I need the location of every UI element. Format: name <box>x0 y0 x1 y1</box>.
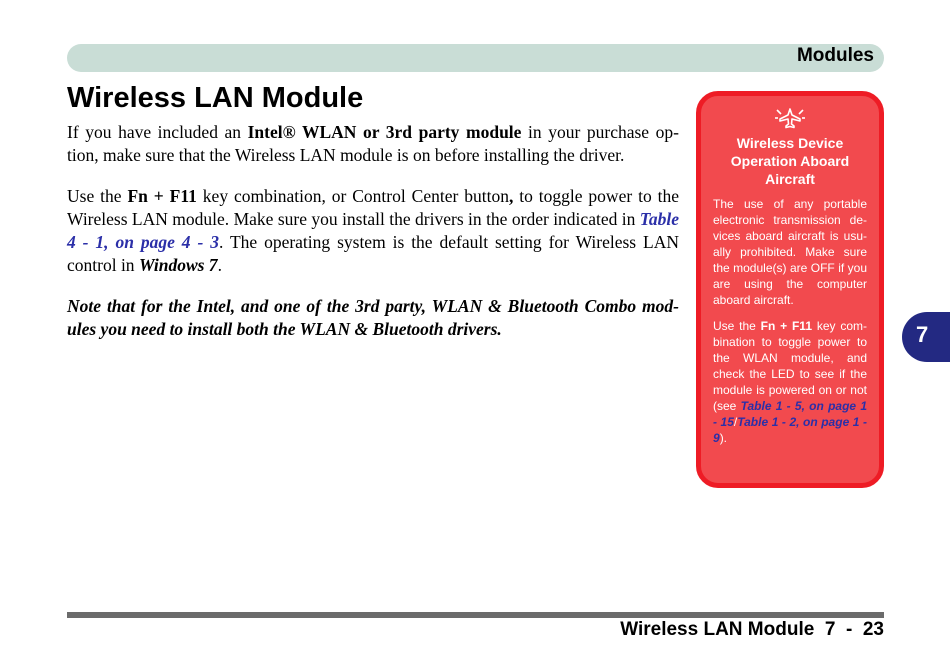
chapter-tab[interactable] <box>902 312 950 362</box>
text-run: . <box>217 255 222 275</box>
text-run: . The operating system is the default setting for Wireless LAN control in <box>67 232 679 275</box>
text-run: key combination, or Control Center button <box>196 186 509 206</box>
text-run: to toggle power to the Wireless LAN module. Make sure you install the drivers in the order indicated in <box>67 186 679 229</box>
text-run: Use the <box>67 186 128 206</box>
page-title: Wireless LAN Module <box>67 82 364 114</box>
table-reference-link[interactable]: Table 4 - 1, on page 4 - 3 <box>67 209 679 252</box>
footer-divider <box>67 612 884 618</box>
footer-page-label: Wireless LAN Module 7 - 23 <box>620 619 884 640</box>
sidebox-paragraph-2 <box>713 318 867 446</box>
body-text <box>67 121 679 359</box>
chapter-number: 7 <box>916 322 929 347</box>
text-run: If you have included an <box>67 122 248 142</box>
text-run: in your purchase op-tion, make sure that the Wireless LAN module is on before installing the driver. <box>67 122 679 165</box>
usage-paragraph <box>67 185 679 277</box>
text-run: Use the <box>713 319 761 333</box>
note-paragraph: Note that for the Intel, and one of the 3rd party, WLAN & Bluetooth Combo mod-ules you need to install both the WLAN & Bluetooth drivers. <box>67 296 679 339</box>
header-bar <box>67 44 884 72</box>
text-run: ). <box>719 431 728 445</box>
bold-run: Intel® WLAN or 3rd party module <box>247 122 522 142</box>
airplane-warning-icon <box>773 106 807 130</box>
text-run: key com-bination to toggle power to the WLAN module, and check the LED to see if the module is powered on or not (see <box>713 319 867 413</box>
bold-run: Fn + F11 <box>127 186 197 206</box>
sidebox-title: Wireless Device Operation Aboard Aircraft <box>730 135 850 187</box>
text-run: / <box>733 415 738 429</box>
bold-run: Fn + F11 <box>760 319 812 333</box>
section-label: Modules <box>796 45 874 66</box>
table-1-5-link[interactable]: Table 1 - 5, on page 1 - 15 <box>713 399 867 429</box>
intro-paragraph <box>67 121 679 167</box>
sidebox-paragraph-1: The use of any portable electronic transmission de-vices aboard aircraft is usu-ally prohibited. Make sure the module(s) are OFF if you are using the computer aboard aircraft. <box>713 197 867 307</box>
aircraft-warning-box <box>696 91 884 488</box>
table-1-2-link[interactable]: Table 1 - 2, on page 1 - 9 <box>713 415 868 445</box>
bold-run: , <box>508 186 514 206</box>
os-name: Windows 7 <box>138 255 218 275</box>
